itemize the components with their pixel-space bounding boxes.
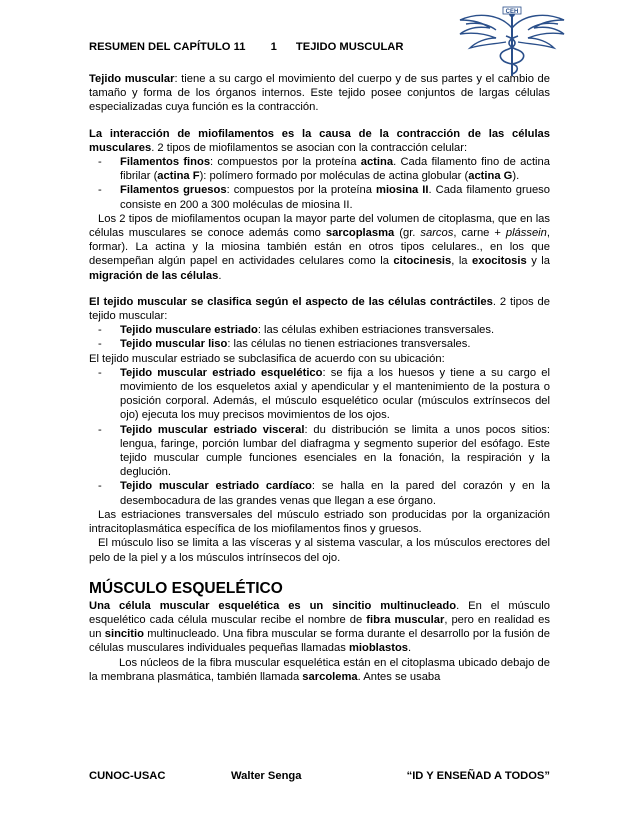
header-page-number: 1 [270,41,277,53]
list-item-smooth: - Tejido muscular liso: las células no tienen estriaciones transversales. [98,337,550,351]
paragraph-intro: Tejido muscular: tiene a su cargo el movimiento del cuerpo y de sus partes y el cambio de tamaño y forma de los órganos internos. Este tejido posee conjuntos de largas células especializadas cuya función es la contracción. [89,73,550,114]
document-body [89,72,550,684]
list-item-thick-filaments: - Filamentos gruesos: compuestos por la proteína miosina II. Cada filamento grueso consiste en 200 a 300 moléculas de miosina II. [98,183,550,211]
paragraph-sincitio: Una célula muscular esquelética es un sincitio multinucleado. En el músculo esquelético cada célula muscular recibe el nombre de fibra muscular, pero en realidad es un sincitio multinucleado. Una fibra muscular se forma durante el desarrollo por la fusión de células musculares individuales pequeñas llamadas mioblastos. [89,599,550,655]
footer-motto: “ID Y ENSEÑAD A TODOS” [406,770,550,782]
paragraph-subclassification: El tejido muscular estriado se subclasifica de acuerdo con su ubicación: [89,352,445,365]
header-chapter: RESUMEN DEL CAPÍTULO 11 [89,41,246,53]
list-item-cardiac: - Tejido muscular estriado cardíaco: se halla en la pared del corazón y en la desembocadura de las grandes venas que llegan a ese órgano. [98,479,550,507]
paragraph-sarcoplasma: Los 2 tipos de miofilamentos ocupan la mayor parte del volumen de citoplasma, que en las células musculares se conoce además como sarcoplasma (gr. sarcos, carne + plássein, formar). La actina y la miosina también están en otros tipos celulares., en los que desempeñan algún papel en actividades celulares como la citocinesis, la exocitosis y la migración de las células. [89,212,550,282]
section-title: MÚSCULO ESQUELÉTICO [89,579,283,597]
filament-list [89,155,550,212]
logo-text: CEH [505,9,519,15]
list-item-fine-filaments: - Filamentos finos: compuestos por la proteína actina. Cada filamento fino de actina fibrilar (actina F): polímero formado por moléculas de actina globular (actina G). [98,155,550,183]
institution-logo [456,6,568,80]
paragraph-smooth-muscle: El músculo liso se limita a las vísceras y al sistema vascular, a los músculos erectores del pelo de la piel y a los músculos intrínsecos del ojo. [89,537,550,564]
paragraph-miofilamentos: La interacción de miofilamentos es la causa de la contracción de las células musculares. 2 tipos de miofilamentos se asocian con la contracción celular: [89,127,550,154]
muscle-type-list [89,323,550,351]
list-item-skeletal: - Tejido muscular estriado esquelético: se fija a los huesos y tiene a su cargo el movimiento de los esqueletos axial y apendicular y el mantenimiento de la postura o posición corporal. Además, el músculo esquelético ocular (músculos extrínsecos del ojo) ejecuta los muy precisos movimientos de los ojos. [98,366,550,423]
list-item-striated: - Tejido musculare estriado: las células exhiben estriaciones transversales. [98,323,550,337]
page-header [89,41,403,53]
paragraph-nuclei: Los núcleos de la fibra muscular esquelética están en el citoplasma ubicado debajo de la membrana plasmática, también llamada sarcolema. Antes se usaba [89,656,550,683]
footer-left: CUNOC-USAC [89,770,166,782]
footer-author: Walter Senga [231,770,302,782]
paragraph-classification: El tejido muscular se clasifica según el aspecto de las células contráctiles. 2 tipos de tejido muscular: [89,295,551,323]
list-item-visceral: - Tejido muscular estriado visceral: du distribución se limita a unos pocos sitios: lengua, faringe, porción lumbar del diafragma y segmento superior del esófago. Este tejido muscular cumple funciones esenciales en la fonación, la respiración y la deglución. [98,423,550,480]
paragraph-striations: Las estriaciones transversales del músculo estriado son producidas por la organización intracitoplasmática específica de los miofilamentos finos y gruesos. [89,508,550,536]
header-topic: TEJIDO MUSCULAR [295,41,404,53]
striated-subtype-list [89,366,550,508]
